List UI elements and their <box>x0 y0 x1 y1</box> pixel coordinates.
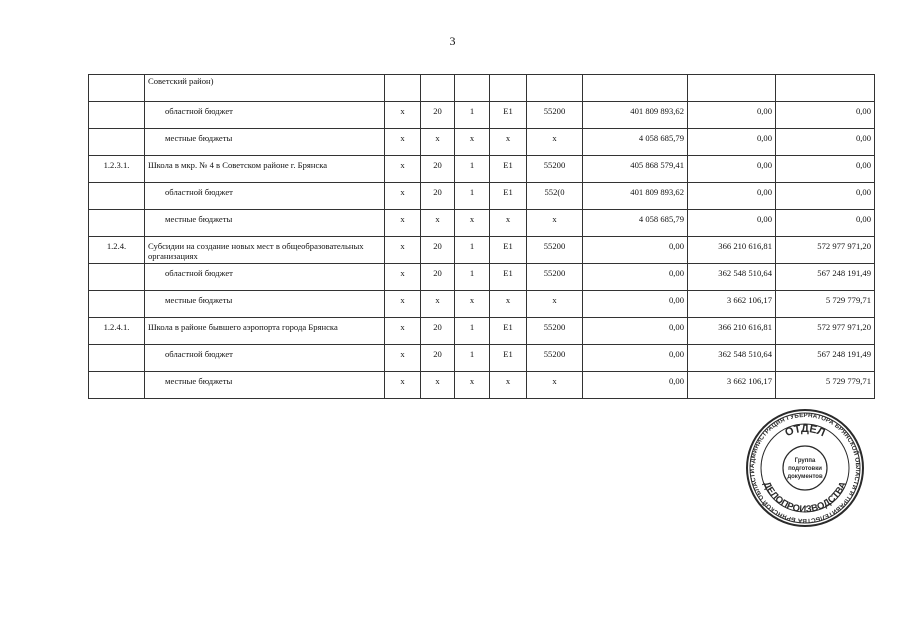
cell-amount-2: 0,00 <box>688 183 776 210</box>
table-row <box>89 264 875 291</box>
cell-code-5: 55200 <box>527 102 583 129</box>
cell-amount-3: 0,00 <box>776 129 875 156</box>
table-row <box>89 156 875 183</box>
cell-name: местные бюджеты <box>145 372 385 399</box>
table-row <box>89 102 875 129</box>
cell-number <box>89 183 145 210</box>
cell-code-4: x <box>490 210 527 237</box>
cell-code-4: E1 <box>490 183 527 210</box>
stamp-center-line-1: Группа <box>794 458 816 464</box>
cell-amount-1: 0,00 <box>583 318 688 345</box>
cell-amount-1: 0,00 <box>583 264 688 291</box>
cell-amount-2: 366 210 616,81 <box>688 237 776 264</box>
cell-amount-2: 362 548 510,64 <box>688 264 776 291</box>
table-row <box>89 291 875 318</box>
table-row <box>89 75 875 102</box>
cell-code-3: x <box>455 210 490 237</box>
table-row <box>89 237 875 264</box>
cell-code-2: 20 <box>421 237 455 264</box>
cell-code-3: 1 <box>455 102 490 129</box>
cell-code-3: 1 <box>455 237 490 264</box>
cell-code-1 <box>385 75 421 102</box>
cell-number <box>89 264 145 291</box>
cell-name: местные бюджеты <box>145 210 385 237</box>
cell-name: местные бюджеты <box>145 129 385 156</box>
cell-name: Школа в районе бывшего аэропорта города Брянска <box>145 318 385 345</box>
cell-code-1: x <box>385 183 421 210</box>
cell-code-2: x <box>421 210 455 237</box>
cell-amount-3 <box>776 75 875 102</box>
svg-text:ОТДЕЛ <box>783 423 826 439</box>
cell-name: Советский район) <box>145 75 385 102</box>
cell-amount-2 <box>688 75 776 102</box>
cell-amount-1: 0,00 <box>583 237 688 264</box>
cell-amount-1 <box>583 75 688 102</box>
cell-amount-2: 3 662 106,17 <box>688 372 776 399</box>
cell-code-5: x <box>527 291 583 318</box>
cell-code-3: 1 <box>455 183 490 210</box>
stamp-center-line-3: документов <box>787 474 823 480</box>
cell-name: местные бюджеты <box>145 291 385 318</box>
cell-code-1: x <box>385 372 421 399</box>
cell-code-5: 55200 <box>527 345 583 372</box>
cell-code-5: x <box>527 372 583 399</box>
table-row <box>89 183 875 210</box>
cell-code-2: x <box>421 372 455 399</box>
cell-code-2: 20 <box>421 264 455 291</box>
cell-code-4: E1 <box>490 318 527 345</box>
stamp-outer-text: АДМИНИСТРАЦИЯ ГУБЕРНАТОРА БРЯНСКОЙ ОБЛАСТИ И ПРАВИТЕЛЬСТВА БРЯНСКОЙ ОБЛАСТИ <box>748 411 862 525</box>
table-row <box>89 345 875 372</box>
cell-amount-2: 0,00 <box>688 156 776 183</box>
cell-number <box>89 129 145 156</box>
cell-amount-1: 4 058 685,79 <box>583 129 688 156</box>
cell-code-3 <box>455 75 490 102</box>
cell-name: областной бюджет <box>145 264 385 291</box>
cell-code-3: x <box>455 291 490 318</box>
cell-code-5: 55200 <box>527 318 583 345</box>
cell-amount-2: 362 548 510,64 <box>688 345 776 372</box>
cell-amount-1: 401 809 893,62 <box>583 183 688 210</box>
cell-amount-1: 0,00 <box>583 291 688 318</box>
cell-amount-1: 4 058 685,79 <box>583 210 688 237</box>
cell-amount-3: 0,00 <box>776 102 875 129</box>
cell-amount-3: 572 977 971,20 <box>776 237 875 264</box>
official-stamp <box>745 408 865 528</box>
cell-amount-3: 5 729 779,71 <box>776 372 875 399</box>
cell-amount-2: 366 210 616,81 <box>688 318 776 345</box>
cell-name: областной бюджет <box>145 345 385 372</box>
cell-number: 1.2.3.1. <box>89 156 145 183</box>
cell-code-1: x <box>385 237 421 264</box>
cell-code-1: x <box>385 318 421 345</box>
cell-number <box>89 75 145 102</box>
cell-code-4: x <box>490 291 527 318</box>
cell-amount-1: 0,00 <box>583 372 688 399</box>
cell-amount-3: 567 248 191,49 <box>776 264 875 291</box>
cell-code-5: 55200 <box>527 264 583 291</box>
cell-code-2: x <box>421 291 455 318</box>
stamp-top-text: ОТДЕЛ <box>783 422 827 440</box>
cell-code-5: 55200 <box>527 237 583 264</box>
cell-amount-3: 572 977 971,20 <box>776 318 875 345</box>
cell-code-4: x <box>490 129 527 156</box>
cell-amount-3: 0,00 <box>776 183 875 210</box>
stamp-seal-icon <box>745 408 865 528</box>
cell-code-1: x <box>385 264 421 291</box>
cell-code-2: x <box>421 129 455 156</box>
cell-amount-3: 5 729 779,71 <box>776 291 875 318</box>
cell-name: областной бюджет <box>145 183 385 210</box>
cell-code-2: 20 <box>421 156 455 183</box>
page-number: 3 <box>449 34 456 48</box>
cell-code-4: x <box>490 372 527 399</box>
cell-code-5: x <box>527 129 583 156</box>
cell-code-2: 20 <box>421 318 455 345</box>
cell-amount-3: 0,00 <box>776 210 875 237</box>
cell-number: 1.2.4. <box>89 237 145 264</box>
table-body <box>89 75 875 399</box>
cell-code-1: x <box>385 156 421 183</box>
table-row <box>89 210 875 237</box>
table-row <box>89 129 875 156</box>
cell-name: Школа в мкр. № 4 в Советском районе г. Брянска <box>145 156 385 183</box>
cell-code-2: 20 <box>421 345 455 372</box>
cell-code-4: E1 <box>490 102 527 129</box>
cell-number: 1.2.4.1. <box>89 318 145 345</box>
cell-number <box>89 372 145 399</box>
cell-code-4: E1 <box>490 237 527 264</box>
cell-code-5: 55200 <box>527 156 583 183</box>
cell-code-1: x <box>385 210 421 237</box>
cell-code-3: 1 <box>455 318 490 345</box>
cell-code-5 <box>527 75 583 102</box>
cell-code-3: x <box>455 129 490 156</box>
cell-code-2: 20 <box>421 102 455 129</box>
cell-code-4: E1 <box>490 264 527 291</box>
stamp-center-line-2: подготовки <box>788 466 822 472</box>
cell-name: областной бюджет <box>145 102 385 129</box>
cell-amount-1: 0,00 <box>583 345 688 372</box>
stamp-bottom-text: ДЕЛОПРОИЗВОДСТВА <box>760 479 850 516</box>
cell-amount-3: 567 248 191,49 <box>776 345 875 372</box>
cell-amount-2: 0,00 <box>688 210 776 237</box>
cell-amount-2: 0,00 <box>688 102 776 129</box>
cell-number <box>89 102 145 129</box>
cell-code-1: x <box>385 129 421 156</box>
cell-code-3: x <box>455 372 490 399</box>
cell-amount-2: 3 662 106,17 <box>688 291 776 318</box>
cell-amount-1: 405 868 579,41 <box>583 156 688 183</box>
cell-code-1: x <box>385 102 421 129</box>
cell-code-1: x <box>385 291 421 318</box>
cell-code-2 <box>421 75 455 102</box>
cell-amount-1: 401 809 893,62 <box>583 102 688 129</box>
cell-code-4: E1 <box>490 156 527 183</box>
cell-number <box>89 345 145 372</box>
cell-number <box>89 291 145 318</box>
cell-code-3: 1 <box>455 156 490 183</box>
cell-name: Субсидии на создание новых мест в общеобразовательных организациях <box>145 237 385 264</box>
cell-code-5: x <box>527 210 583 237</box>
cell-amount-2: 0,00 <box>688 129 776 156</box>
cell-code-3: 1 <box>455 264 490 291</box>
budget-table <box>88 74 875 399</box>
table-row <box>89 372 875 399</box>
table-row <box>89 318 875 345</box>
cell-code-4 <box>490 75 527 102</box>
cell-number <box>89 210 145 237</box>
cell-code-4: E1 <box>490 345 527 372</box>
cell-code-3: 1 <box>455 345 490 372</box>
cell-code-5: 552(0 <box>527 183 583 210</box>
cell-amount-3: 0,00 <box>776 156 875 183</box>
cell-code-1: x <box>385 345 421 372</box>
cell-code-2: 20 <box>421 183 455 210</box>
